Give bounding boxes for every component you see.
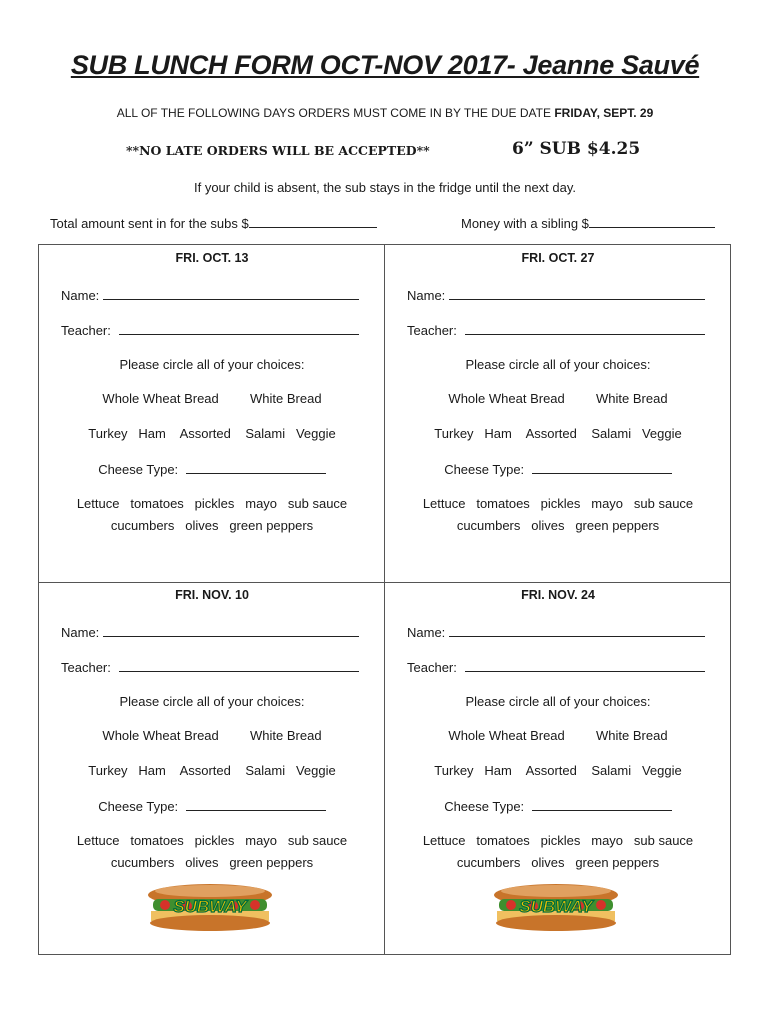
topping-green-peppers[interactable]: green peppers (229, 518, 314, 533)
sibling-money-field[interactable] (461, 215, 715, 231)
teacher-field[interactable] (61, 659, 359, 675)
bread-options (39, 728, 385, 743)
teacher-label: Teacher: (61, 323, 111, 338)
topping-mayo[interactable]: mayo (591, 833, 624, 848)
meat-option-veggie[interactable]: Veggie (295, 426, 336, 441)
topping-olives[interactable]: olives (531, 518, 565, 533)
page-title: SUB LUNCH FORM OCT-NOV 2017- Jeanne Sauvé (70, 50, 700, 80)
topping-green-peppers[interactable]: green peppers (575, 855, 660, 870)
topping-sub-sauce[interactable]: sub sauce (633, 496, 694, 511)
price-label: 6” SUB $4.25 (512, 139, 641, 159)
name-blank[interactable] (103, 624, 359, 637)
topping-olives[interactable]: olives (531, 855, 565, 870)
name-label: Name: (407, 288, 446, 303)
cheese-field[interactable] (385, 798, 731, 814)
teacher-blank[interactable] (465, 659, 705, 672)
cheese-field[interactable] (39, 461, 385, 477)
name-blank[interactable] (103, 287, 359, 300)
meat-option-veggie[interactable]: Veggie (295, 763, 336, 778)
bread-option-whole-wheat[interactable]: Whole Wheat Bread (102, 391, 219, 406)
cheese-blank[interactable] (186, 798, 326, 811)
topping-cucumbers[interactable]: cucumbers (456, 855, 521, 870)
subway-logo-right (489, 879, 623, 933)
late-notice: **NO LATE ORDERS WILL BE ACCEPTED** (126, 143, 430, 158)
topping-sub-sauce[interactable]: sub sauce (287, 496, 348, 511)
subway-logo-left (143, 879, 277, 933)
topping-pickles[interactable]: pickles (540, 496, 581, 511)
name-field[interactable] (407, 624, 705, 640)
teacher-field[interactable] (61, 322, 359, 338)
cheese-label: Cheese Type: (98, 462, 179, 477)
teacher-field[interactable] (407, 659, 705, 675)
name-blank[interactable] (449, 624, 705, 637)
topping-options-2 (39, 855, 385, 870)
subway-logo-text: SUBWAY (519, 897, 593, 916)
name-field[interactable] (61, 624, 359, 640)
meat-option-turkey[interactable]: Turkey (88, 763, 128, 778)
meat-option-turkey[interactable]: Turkey (434, 763, 474, 778)
order-grid (38, 244, 731, 955)
total-amount-field[interactable] (50, 215, 377, 231)
cheese-field[interactable] (385, 461, 731, 477)
meat-options (39, 763, 385, 778)
teacher-field[interactable] (407, 322, 705, 338)
meat-option-salami[interactable]: Salami (245, 763, 286, 778)
bread-option-whole-wheat[interactable]: Whole Wheat Bread (102, 728, 219, 743)
cheese-label: Cheese Type: (444, 462, 525, 477)
meat-options (385, 426, 731, 441)
cheese-blank[interactable] (532, 798, 672, 811)
name-blank[interactable] (449, 287, 705, 300)
name-label: Name: (61, 625, 100, 640)
cheese-label: Cheese Type: (98, 799, 179, 814)
topping-pickles[interactable]: pickles (194, 496, 235, 511)
cheese-label: Cheese Type: (444, 799, 525, 814)
topping-sub-sauce[interactable]: sub sauce (287, 833, 348, 848)
name-label: Name: (407, 625, 446, 640)
bread-options (39, 391, 385, 406)
topping-lettuce[interactable]: Lettuce (422, 496, 466, 511)
bread-options (385, 728, 731, 743)
sibling-money-label: Money with a sibling $ (461, 216, 589, 231)
circle-prompt: Please circle all of your choices: (465, 694, 651, 709)
topping-mayo[interactable]: mayo (245, 496, 278, 511)
topping-options-2 (39, 518, 385, 533)
bread-option-whole-wheat[interactable]: Whole Wheat Bread (448, 728, 565, 743)
subway-logo-text: SUBWAY (173, 897, 247, 916)
teacher-label: Teacher: (407, 323, 457, 338)
topping-olives[interactable]: olives (185, 518, 219, 533)
bread-option-white[interactable]: White Bread (250, 728, 322, 743)
topping-options-2 (385, 855, 731, 870)
topping-tomatoes[interactable]: tomatoes (476, 496, 530, 511)
meat-option-salami[interactable]: Salami (591, 763, 632, 778)
bread-options (385, 391, 731, 406)
teacher-blank[interactable] (119, 322, 359, 335)
topping-options-2 (385, 518, 731, 533)
due-text: ALL OF THE FOLLOWING DAYS ORDERS MUST COME IN BY THE DUE DATE (116, 106, 551, 120)
meat-option-ham[interactable]: Ham (138, 763, 166, 778)
topping-lettuce[interactable]: Lettuce (422, 833, 466, 848)
bread-option-whole-wheat[interactable]: Whole Wheat Bread (448, 391, 565, 406)
meat-option-ham[interactable]: Ham (484, 426, 512, 441)
topping-options-1 (39, 496, 385, 511)
meat-option-assorted[interactable]: Assorted (525, 426, 577, 441)
topping-options-1 (385, 496, 731, 511)
topping-lettuce[interactable]: Lettuce (76, 496, 120, 511)
meat-option-turkey[interactable]: Turkey (434, 426, 474, 441)
name-label: Name: (61, 288, 100, 303)
meat-option-assorted[interactable]: Assorted (525, 763, 577, 778)
order-date: FRI. NOV. 24 (521, 588, 595, 602)
grid-horizontal-divider (39, 582, 730, 583)
topping-tomatoes[interactable]: tomatoes (130, 833, 184, 848)
absent-note: If your child is absent, the sub stays in the fridge until the next day. (193, 180, 577, 195)
cheese-blank[interactable] (532, 461, 672, 474)
topping-pickles[interactable]: pickles (194, 833, 235, 848)
topping-mayo[interactable]: mayo (245, 833, 278, 848)
bread-option-white[interactable]: White Bread (596, 728, 668, 743)
total-amount-label: Total amount sent in for the subs $ (50, 216, 249, 231)
teacher-label: Teacher: (407, 660, 457, 675)
circle-prompt: Please circle all of your choices: (119, 694, 305, 709)
cheese-field[interactable] (39, 798, 385, 814)
teacher-label: Teacher: (61, 660, 111, 675)
topping-cucumbers[interactable]: cucumbers (110, 518, 175, 533)
topping-tomatoes[interactable]: tomatoes (130, 496, 184, 511)
meat-option-salami[interactable]: Salami (591, 426, 632, 441)
circle-prompt: Please circle all of your choices: (465, 357, 651, 372)
order-date: FRI. OCT. 13 (175, 251, 249, 265)
order-date: FRI. NOV. 10 (175, 588, 249, 602)
meat-option-veggie[interactable]: Veggie (641, 763, 682, 778)
meat-option-veggie[interactable]: Veggie (641, 426, 682, 441)
due-date: FRIDAY, SEPT. 29 (554, 106, 654, 120)
topping-options-1 (385, 833, 731, 848)
total-amount-blank[interactable] (249, 215, 377, 228)
meat-option-ham[interactable]: Ham (138, 426, 166, 441)
topping-options-1 (39, 833, 385, 848)
bread-option-white[interactable]: White Bread (250, 391, 322, 406)
teacher-blank[interactable] (119, 659, 359, 672)
topping-green-peppers[interactable]: green peppers (575, 518, 660, 533)
topping-lettuce[interactable]: Lettuce (76, 833, 120, 848)
topping-cucumbers[interactable]: cucumbers (110, 855, 175, 870)
meat-option-assorted[interactable]: Assorted (179, 426, 231, 441)
cheese-blank[interactable] (186, 461, 326, 474)
sibling-money-blank[interactable] (589, 215, 715, 228)
due-date-line (0, 106, 770, 120)
meat-option-salami[interactable]: Salami (245, 426, 286, 441)
topping-sub-sauce[interactable]: sub sauce (633, 833, 694, 848)
meat-option-ham[interactable]: Ham (484, 763, 512, 778)
meat-options (385, 763, 731, 778)
topping-green-peppers[interactable]: green peppers (229, 855, 314, 870)
name-field[interactable] (407, 287, 705, 303)
teacher-blank[interactable] (465, 322, 705, 335)
meat-option-turkey[interactable]: Turkey (88, 426, 128, 441)
meat-option-assorted[interactable]: Assorted (179, 763, 231, 778)
topping-tomatoes[interactable]: tomatoes (476, 833, 530, 848)
topping-cucumbers[interactable]: cucumbers (456, 518, 521, 533)
circle-prompt: Please circle all of your choices: (119, 357, 305, 372)
topping-olives[interactable]: olives (185, 855, 219, 870)
order-date: FRI. OCT. 27 (521, 251, 595, 265)
name-field[interactable] (61, 287, 359, 303)
topping-pickles[interactable]: pickles (540, 833, 581, 848)
bread-option-white[interactable]: White Bread (596, 391, 668, 406)
topping-mayo[interactable]: mayo (591, 496, 624, 511)
meat-options (39, 426, 385, 441)
